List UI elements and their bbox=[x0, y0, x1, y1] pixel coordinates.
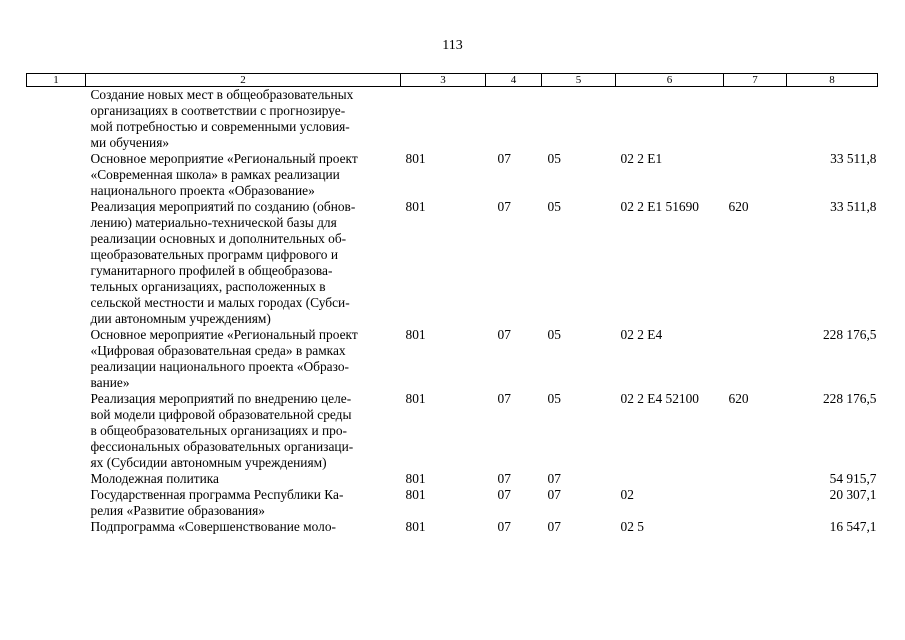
page-number: 113 bbox=[442, 38, 463, 53]
item-name-line: мой потребностью и современными условия- bbox=[90, 119, 350, 134]
expense-type-cell: 620 bbox=[728, 199, 749, 214]
expense-type-cell bbox=[724, 471, 787, 487]
subsection-code-cell: 07 bbox=[547, 519, 561, 534]
row-index-cell bbox=[27, 87, 86, 152]
column-header: 7 bbox=[724, 74, 787, 87]
row-index-cell bbox=[27, 487, 86, 519]
item-name-line: Подпрограмма «Совершенствование моло- bbox=[90, 519, 337, 534]
item-name-line: релия «Развитие образования» bbox=[90, 503, 265, 518]
table-row bbox=[27, 471, 878, 487]
item-name-line: фессиональных образовательных организаци- bbox=[90, 439, 354, 454]
item-name-line: реализации национального проекта «Образо- bbox=[90, 359, 349, 374]
target-article-cell: 02 2 E4 52100 bbox=[620, 391, 699, 406]
expense-type-cell bbox=[724, 519, 787, 535]
item-name-line: дии автономным учреждениям) bbox=[90, 311, 271, 326]
ministry-code-cell: 801 bbox=[405, 391, 426, 406]
column-header: 8 bbox=[787, 74, 878, 87]
item-name-line: Основное мероприятие «Региональный проект bbox=[90, 327, 358, 342]
expense-type-cell: 620 bbox=[728, 391, 749, 406]
ministry-code-cell: 801 bbox=[405, 519, 426, 534]
item-name-line: организациях в соответствии с прогнозируе- bbox=[90, 103, 346, 118]
column-number-header-row bbox=[27, 74, 878, 87]
item-name-line: щеобразовательных программ цифрового и bbox=[90, 247, 339, 262]
table-row bbox=[27, 87, 878, 152]
item-name-line: Реализация мероприятий по созданию (обнов- bbox=[90, 199, 356, 214]
table-body bbox=[27, 87, 878, 536]
table-row bbox=[27, 519, 878, 535]
section-code-cell: 07 bbox=[497, 151, 511, 166]
section-code-cell: 07 bbox=[497, 327, 511, 342]
item-name-cell bbox=[86, 391, 401, 471]
item-name-cell bbox=[86, 199, 401, 327]
item-name-line: в общеобразовательных организациях и про- bbox=[90, 423, 347, 438]
expense-type-cell bbox=[724, 327, 787, 391]
column-header: 6 bbox=[616, 74, 724, 87]
column-header: 3 bbox=[401, 74, 486, 87]
section-code-cell: 07 bbox=[497, 487, 511, 502]
item-name-cell bbox=[86, 327, 401, 391]
subsection-code-cell: 07 bbox=[547, 471, 561, 486]
item-name-line: Основное мероприятие «Региональный проект bbox=[90, 151, 358, 166]
target-article-cell: 02 2 E4 bbox=[620, 327, 663, 342]
amount-cell bbox=[787, 87, 878, 152]
item-name-line: Государственная программа Республики Ка- bbox=[90, 487, 344, 502]
subsection-code-cell: 05 bbox=[547, 199, 561, 214]
amount-cell: 54 915,7 bbox=[829, 471, 877, 486]
ministry-code-cell bbox=[401, 87, 486, 152]
item-name-line: ях (Субсидии автономным учреждениям) bbox=[90, 455, 327, 470]
item-name-line: вание» bbox=[90, 375, 130, 390]
subsection-code-cell: 05 bbox=[547, 327, 561, 342]
table-row bbox=[27, 327, 878, 391]
ministry-code-cell: 801 bbox=[405, 487, 426, 502]
section-code-cell: 07 bbox=[497, 519, 511, 534]
item-name-cell bbox=[86, 151, 401, 199]
row-index-cell bbox=[27, 391, 86, 471]
row-index-cell bbox=[27, 199, 86, 327]
item-name-line: Молодежная политика bbox=[90, 471, 220, 486]
amount-cell: 20 307,1 bbox=[829, 487, 877, 502]
section-code-cell: 07 bbox=[497, 471, 511, 486]
target-article-cell: 02 2 E1 bbox=[620, 151, 663, 166]
item-name-line: лению) материально-технической базы для bbox=[90, 215, 337, 230]
item-name-line: «Цифровая образовательная среда» в рамках bbox=[90, 343, 346, 358]
item-name-line: Создание новых мест в общеобразовательных bbox=[90, 87, 354, 102]
ministry-code-cell: 801 bbox=[405, 471, 426, 486]
item-name-line: реализации основных и дополнительных об- bbox=[90, 231, 347, 246]
item-name-cell bbox=[86, 471, 401, 487]
table-row bbox=[27, 151, 878, 199]
section-code-cell bbox=[486, 87, 542, 152]
item-name-line: гуманитарного профилей в общеобразова- bbox=[90, 263, 333, 278]
column-header: 1 bbox=[27, 74, 86, 87]
item-name-line: «Современная школа» в рамках реализации bbox=[90, 167, 340, 182]
section-code-cell: 07 bbox=[497, 391, 511, 406]
item-name-line: тельных организациях, расположенных в bbox=[90, 279, 326, 294]
target-article-cell bbox=[616, 471, 724, 487]
subsection-code-cell: 05 bbox=[547, 391, 561, 406]
item-name-line: сельской местности и малых городах (Субси- bbox=[90, 295, 350, 310]
amount-cell: 228 176,5 bbox=[822, 327, 877, 342]
subsection-code-cell: 05 bbox=[547, 151, 561, 166]
target-article-cell: 02 bbox=[620, 487, 634, 502]
subsection-code-cell bbox=[542, 87, 616, 152]
item-name-cell bbox=[86, 487, 401, 519]
ministry-code-cell: 801 bbox=[405, 151, 426, 166]
expense-type-cell bbox=[724, 151, 787, 199]
expense-type-cell bbox=[724, 487, 787, 519]
column-header: 2 bbox=[86, 74, 401, 87]
target-article-cell bbox=[616, 87, 724, 152]
item-name-cell bbox=[86, 519, 401, 535]
expense-type-cell bbox=[724, 87, 787, 152]
item-name-cell bbox=[86, 87, 401, 152]
amount-cell: 33 511,8 bbox=[830, 151, 877, 166]
amount-cell: 228 176,5 bbox=[822, 391, 877, 406]
column-header: 4 bbox=[486, 74, 542, 87]
subsection-code-cell: 07 bbox=[547, 487, 561, 502]
row-index-cell bbox=[27, 151, 86, 199]
budget-table bbox=[26, 73, 878, 535]
item-name-line: Реализация мероприятий по внедрению целе- bbox=[90, 391, 352, 406]
ministry-code-cell: 801 bbox=[405, 199, 426, 214]
column-header: 5 bbox=[542, 74, 616, 87]
row-index-cell bbox=[27, 327, 86, 391]
item-name-line: вой модели цифровой образовательной среды bbox=[90, 407, 352, 422]
section-code-cell: 07 bbox=[497, 199, 511, 214]
row-index-cell bbox=[27, 519, 86, 535]
row-index-cell bbox=[27, 471, 86, 487]
target-article-cell: 02 5 bbox=[620, 519, 644, 534]
table-row bbox=[27, 199, 878, 327]
table-row bbox=[27, 391, 878, 471]
table-row bbox=[27, 487, 878, 519]
amount-cell: 33 511,8 bbox=[830, 199, 877, 214]
ministry-code-cell: 801 bbox=[405, 327, 426, 342]
item-name-line: ми обучения» bbox=[90, 135, 170, 150]
item-name-line: национального проекта «Образование» bbox=[90, 183, 315, 198]
amount-cell: 16 547,1 bbox=[829, 519, 877, 534]
target-article-cell: 02 2 E1 51690 bbox=[620, 199, 699, 214]
